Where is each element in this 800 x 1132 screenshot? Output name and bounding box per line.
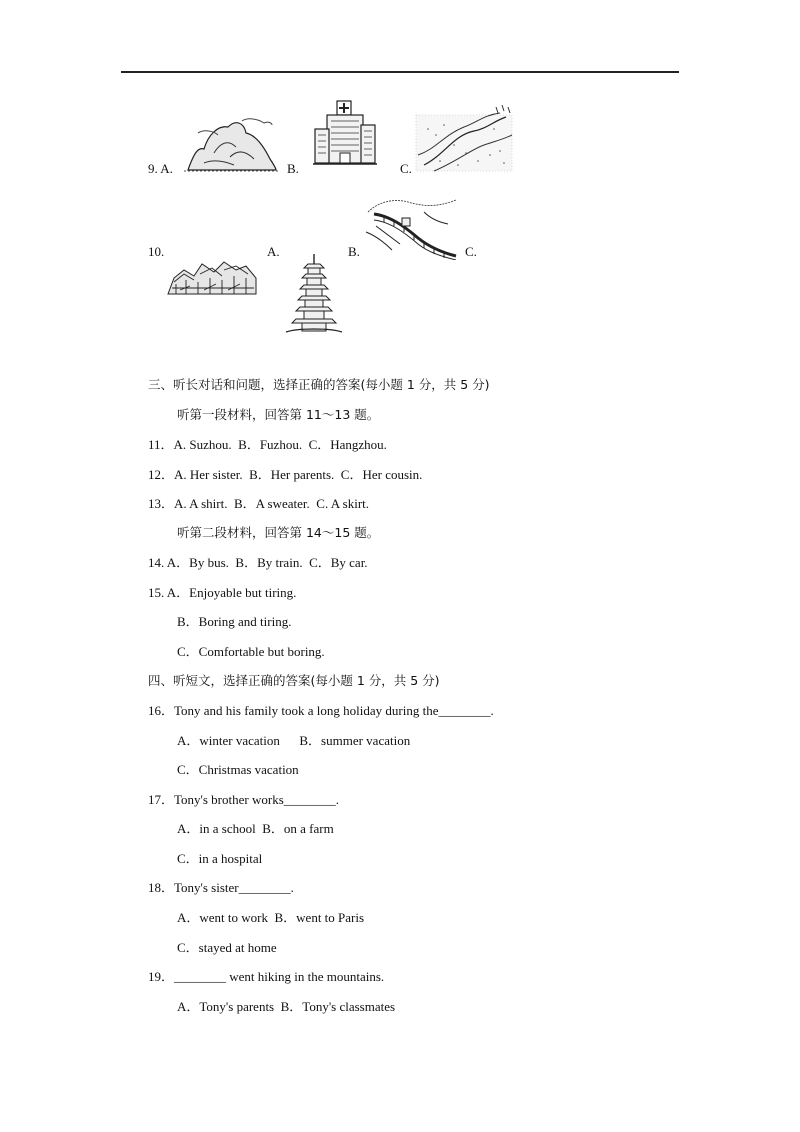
material-2-instruction: 听第二段材料，回答第 14～15 题。 [177,525,380,540]
section-3-heading: 三、听长对话和问题，选择正确的答案(每小题 1 分，共 5 分) [148,377,490,392]
q9-option-b: B. [287,161,299,176]
hospital-building-picture [313,99,377,167]
question-18-option-c: C．stayed at home [177,940,277,955]
question-16: 16．Tony and his family took a long holiday during the________. [148,703,494,718]
question-15: 15. A．Enjoyable but tiring. [148,585,297,600]
q9-option-c: C. [400,161,412,176]
river-landscape-picture [414,105,514,173]
question-15-option-b: B．Boring and tiring. [177,614,292,629]
mountain-picture [184,113,278,175]
village-houses-picture [166,256,258,298]
material-1-instruction: 听第一段材料，回答第 11～13 题。 [177,407,380,422]
q10-option-c: C. [465,244,477,259]
question-17: 17．Tony's brother works________. [148,792,340,807]
question-15-option-c: C．Comfortable but boring. [177,644,325,659]
question-16-options-ab: A．winter vacation B．summer vacation [177,733,411,748]
question-12: 12．A. Her sister. B．Her parents. C．Her cousin. [148,467,423,482]
q10-number: 10. [148,244,165,259]
pagoda-picture [284,252,344,334]
question-19: 19．________ went hiking in the mountains. [148,969,385,984]
q10-option-a: A. [267,244,280,259]
question-14: 14. A．By bus. B．By train. C．By car. [148,555,368,570]
question-13: 13．A. A shirt. B．A sweater. C. A skirt. [148,496,370,511]
great-wall-picture [364,192,460,260]
question-17-option-c: C．in a hospital [177,851,263,866]
q9-number-a: 9. A. [148,161,173,176]
question-19-options-ab: A．Tony's parents B．Tony's classmates [177,999,396,1014]
question-11: 11．A. Suzhou. B．Fuzhou. C．Hangzhou. [148,437,387,452]
question-16-option-c: C．Christmas vacation [177,762,299,777]
top-rule [121,71,679,73]
question-17-options-ab: A．in a school B．on a farm [177,821,334,836]
section-4-heading: 四、听短文，选择正确的答案(每小题 1 分，共 5 分) [148,673,440,688]
q10-option-b: B. [348,244,360,259]
question-18-options-ab: A．went to work B．went to Paris [177,910,365,925]
question-18: 18．Tony's sister________. [148,880,294,895]
